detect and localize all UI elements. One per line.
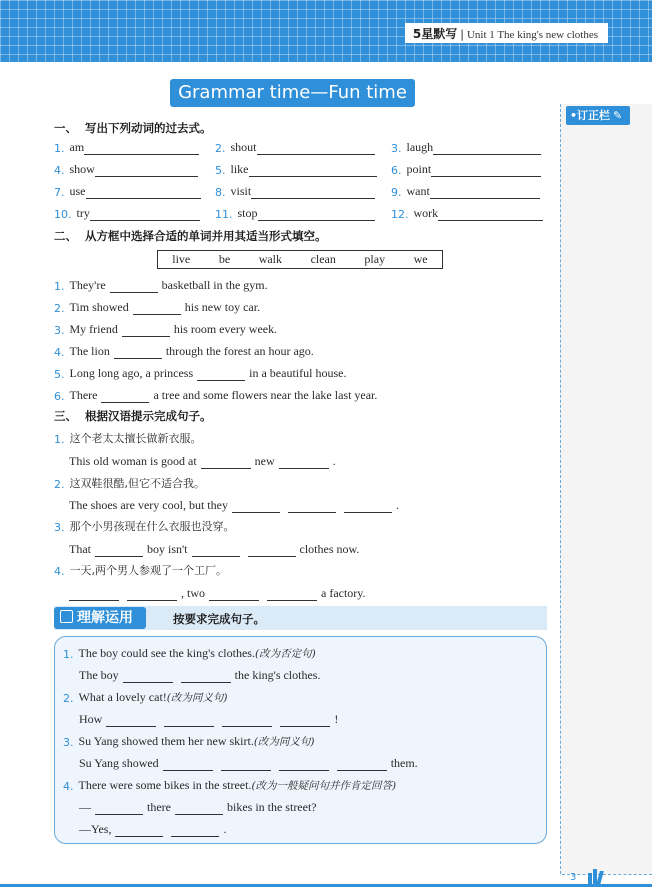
answer-blank[interactable] xyxy=(209,589,259,601)
header-band xyxy=(0,0,652,62)
answer-blank[interactable] xyxy=(69,589,119,601)
word-box-item: clean xyxy=(310,252,336,266)
answer-blank[interactable] xyxy=(431,165,541,177)
item-num: 2. xyxy=(63,692,74,705)
question-note: (改为否定句) xyxy=(254,648,316,660)
correction-dot-icon: • xyxy=(570,109,578,122)
item-num: 1. xyxy=(54,142,65,155)
answer-blank[interactable] xyxy=(279,457,329,469)
item-num: 4. xyxy=(63,780,74,793)
part3-prompt xyxy=(54,518,235,534)
sentence-text: through the forest an hour ago. xyxy=(165,344,314,358)
part4-answer xyxy=(79,755,418,771)
part3-prompt xyxy=(54,475,205,491)
item-word: visit xyxy=(230,184,252,198)
item-num: 4. xyxy=(54,565,65,578)
question-text: What a lovely cat! xyxy=(78,690,167,704)
item-num: 5. xyxy=(215,164,226,177)
sentence-text: . xyxy=(223,822,227,836)
item-num: 3. xyxy=(391,142,402,155)
item-num: 6. xyxy=(54,390,65,403)
header-separator: | xyxy=(460,28,464,41)
page-number: 3 xyxy=(570,872,577,883)
answer-blank[interactable] xyxy=(181,671,231,683)
word-box-item: we xyxy=(413,252,428,266)
part1-item xyxy=(215,183,375,199)
answer-blank[interactable] xyxy=(90,209,200,221)
part1-item xyxy=(215,205,375,221)
item-word: try xyxy=(76,206,90,220)
question-text: There were some bikes in the street. xyxy=(78,778,252,792)
part1-item xyxy=(391,183,540,199)
part2-heading-text: 从方框中选择合适的单词并用其适当形式填空。 xyxy=(85,229,327,243)
part3-heading-text: 根据汉语提示完成句子。 xyxy=(85,409,212,423)
sentence-text: in a beautiful house. xyxy=(249,366,347,380)
sentence-text: This old woman is good at xyxy=(69,454,197,468)
part1-item xyxy=(391,161,541,177)
answer-blank[interactable] xyxy=(337,759,387,771)
word-box-item: play xyxy=(364,252,386,266)
question-text: Su Yang showed them her new skirt. xyxy=(78,734,254,748)
books-icon xyxy=(588,866,603,885)
item-word: show xyxy=(69,162,95,176)
part1-heading-text: 写出下列动词的过去式。 xyxy=(85,121,212,135)
question-note: (改为一般疑问句并作肯定回答) xyxy=(251,780,397,792)
part2-heading-num: 二、 xyxy=(54,229,77,243)
item-num: 3. xyxy=(63,736,74,749)
part4-question xyxy=(63,777,396,793)
sentence-text: They're xyxy=(69,278,106,292)
part1-heading-num: 一、 xyxy=(54,121,77,135)
item-num: 3. xyxy=(54,324,65,337)
sentence-text: new xyxy=(254,454,275,468)
item-word: laugh xyxy=(406,140,434,154)
item-word: stop xyxy=(237,206,258,220)
sentence-text: boy isn't xyxy=(147,542,188,556)
correction-tag xyxy=(566,106,630,125)
part1-item xyxy=(215,139,375,155)
part2-item xyxy=(54,365,346,381)
sentence-text: My friend xyxy=(69,322,118,336)
answer-blank[interactable] xyxy=(133,303,181,315)
answer-blank[interactable] xyxy=(175,803,223,815)
word-box-item: walk xyxy=(258,252,283,266)
sentence-text: his new toy car. xyxy=(184,300,261,314)
answer-blank[interactable] xyxy=(84,143,199,155)
part4-label-text: 理解运用 xyxy=(77,610,133,626)
answer-blank[interactable] xyxy=(164,715,214,727)
word-box-item: live xyxy=(172,252,191,266)
item-num: 6. xyxy=(391,164,402,177)
chinese-prompt: 那个小男孩现在什么衣服也没穿。 xyxy=(69,520,235,533)
part4-instruction: 按要求完成句子。 xyxy=(173,612,265,626)
part1-item xyxy=(54,139,199,155)
answer-blank[interactable] xyxy=(430,187,540,199)
part3-answer xyxy=(69,541,359,557)
item-num: 3. xyxy=(54,521,65,534)
chinese-prompt: 这双鞋很酷,但它不适合我。 xyxy=(69,477,205,490)
answer-blank[interactable] xyxy=(106,715,156,727)
sentence-text: ! xyxy=(334,712,339,726)
part3-heading xyxy=(54,408,212,424)
brand-title: 5星默写 xyxy=(412,27,458,41)
answer-blank[interactable] xyxy=(232,501,280,513)
edit-note-icon xyxy=(60,610,73,623)
item-num: 1. xyxy=(54,433,65,446)
item-num: 2. xyxy=(215,142,226,155)
sentence-text: — xyxy=(79,800,91,814)
part2-item xyxy=(54,299,260,315)
part4-answer xyxy=(79,799,317,815)
part1-item xyxy=(54,205,200,221)
answer-blank[interactable] xyxy=(122,325,170,337)
answer-blank[interactable] xyxy=(249,165,377,177)
answer-blank[interactable] xyxy=(201,457,251,469)
answer-blank[interactable] xyxy=(123,671,173,683)
part4-question xyxy=(63,645,316,661)
chinese-prompt: 一天,两个男人参观了一个工厂。 xyxy=(69,564,227,577)
sentence-text: That xyxy=(69,542,91,556)
sentence-text: The lion xyxy=(69,344,110,358)
question-note: (改为同义句) xyxy=(166,692,228,704)
word-box xyxy=(157,250,443,269)
answer-blank[interactable] xyxy=(86,187,201,199)
part3-heading-num: 三、 xyxy=(54,409,77,423)
pencil-icon: ✎ xyxy=(613,109,623,122)
part4-answer xyxy=(79,667,320,683)
part4-answer xyxy=(79,711,338,727)
sentence-text: The shoes are very cool, but they xyxy=(69,498,228,512)
item-num: 4. xyxy=(54,164,65,177)
item-num: 5. xyxy=(54,368,65,381)
item-num: 7. xyxy=(54,186,65,199)
sentence-text: Tim showed xyxy=(69,300,129,314)
answer-blank[interactable] xyxy=(114,347,162,359)
part2-heading xyxy=(54,228,327,244)
item-num: 1. xyxy=(54,280,65,293)
part4-answer xyxy=(79,821,226,837)
answer-blank[interactable] xyxy=(288,501,336,513)
part1-item xyxy=(54,183,201,199)
answer-blank[interactable] xyxy=(163,759,213,771)
sentence-text: them. xyxy=(390,756,418,770)
question-text: The boy could see the king's clothes. xyxy=(78,646,255,660)
answer-blank[interactable] xyxy=(251,187,375,199)
sentence-text: his room every week. xyxy=(173,322,278,336)
item-word: want xyxy=(406,184,430,198)
part3-answer xyxy=(69,497,399,513)
answer-blank[interactable] xyxy=(221,759,271,771)
part3-prompt xyxy=(54,562,227,578)
item-num: 8. xyxy=(215,186,226,199)
sentence-text: . xyxy=(332,454,336,468)
section-title: Grammar time—Fun time xyxy=(170,79,415,107)
sentence-text: the king's clothes. xyxy=(234,668,321,682)
answer-blank[interactable] xyxy=(171,825,219,837)
item-num: 2. xyxy=(54,302,65,315)
correction-label: 订正栏 xyxy=(577,109,611,122)
part1-heading xyxy=(54,120,212,136)
answer-blank[interactable] xyxy=(222,715,272,727)
sentence-text: , two xyxy=(181,586,205,600)
sentence-text: There xyxy=(69,388,98,402)
answer-blank[interactable] xyxy=(197,369,245,381)
answer-blank[interactable] xyxy=(248,545,296,557)
part1-item xyxy=(391,205,543,221)
answer-blank[interactable] xyxy=(95,165,198,177)
sentence-text: a tree and some flowers near the lake last year. xyxy=(153,388,378,402)
question-note: (改为同义句) xyxy=(253,736,315,748)
answer-blank[interactable] xyxy=(127,589,177,601)
part2-item xyxy=(54,277,268,293)
header-label xyxy=(405,23,608,43)
sentence-text: a factory. xyxy=(321,586,366,600)
part1-item xyxy=(215,161,377,177)
sentence-text: —Yes, xyxy=(79,822,112,836)
item-word: point xyxy=(406,162,432,176)
part3-answer xyxy=(69,585,366,601)
answer-blank[interactable] xyxy=(280,715,330,727)
part2-item xyxy=(54,321,277,337)
item-num: 1. xyxy=(63,648,74,661)
item-num: 11. xyxy=(215,208,233,221)
answer-blank[interactable] xyxy=(115,825,163,837)
item-word: work xyxy=(413,206,439,220)
sentence-text: The boy xyxy=(79,668,119,682)
answer-blank[interactable] xyxy=(101,391,149,403)
part4-question xyxy=(63,689,228,705)
item-num: 10. xyxy=(54,208,72,221)
sentence-text: basketball in the gym. xyxy=(161,278,268,292)
answer-blank[interactable] xyxy=(267,589,317,601)
item-num: 9. xyxy=(391,186,402,199)
sentence-text: Long long ago, a princess xyxy=(69,366,194,380)
item-num: 12. xyxy=(391,208,409,221)
answer-blank[interactable] xyxy=(95,803,143,815)
item-num: 4. xyxy=(54,346,65,359)
part3-answer xyxy=(69,453,336,469)
item-word: use xyxy=(69,184,86,198)
sentence-text: How xyxy=(79,712,103,726)
chinese-prompt: 这个老太太擅长做新衣服。 xyxy=(69,432,202,445)
part4-question xyxy=(63,733,315,749)
answer-blank[interactable] xyxy=(257,143,375,155)
answer-blank[interactable] xyxy=(344,501,392,513)
unit-title: Unit 1 The king's new clothes xyxy=(466,29,598,41)
answer-blank[interactable] xyxy=(192,545,240,557)
answer-blank[interactable] xyxy=(279,759,329,771)
part3-prompt xyxy=(54,430,202,446)
answer-blank[interactable] xyxy=(258,209,375,221)
part2-item xyxy=(54,387,377,403)
item-word: like xyxy=(230,162,249,176)
part4-label xyxy=(54,607,146,629)
correction-column xyxy=(560,104,652,874)
sentence-text: . xyxy=(395,498,399,512)
sentence-text: Su Yang showed xyxy=(79,756,159,770)
word-box-item: be xyxy=(218,252,231,266)
item-word: am xyxy=(69,140,85,154)
answer-blank[interactable] xyxy=(110,281,158,293)
part1-item xyxy=(54,161,198,177)
answer-blank[interactable] xyxy=(438,209,543,221)
sentence-text: bikes in the street? xyxy=(226,800,317,814)
part1-item xyxy=(391,139,541,155)
sentence-text: there xyxy=(147,800,171,814)
sentence-text: clothes now. xyxy=(299,542,360,556)
item-word: shout xyxy=(230,140,257,154)
item-num: 2. xyxy=(54,478,65,491)
answer-blank[interactable] xyxy=(433,143,541,155)
answer-blank[interactable] xyxy=(95,545,143,557)
part2-item xyxy=(54,343,314,359)
